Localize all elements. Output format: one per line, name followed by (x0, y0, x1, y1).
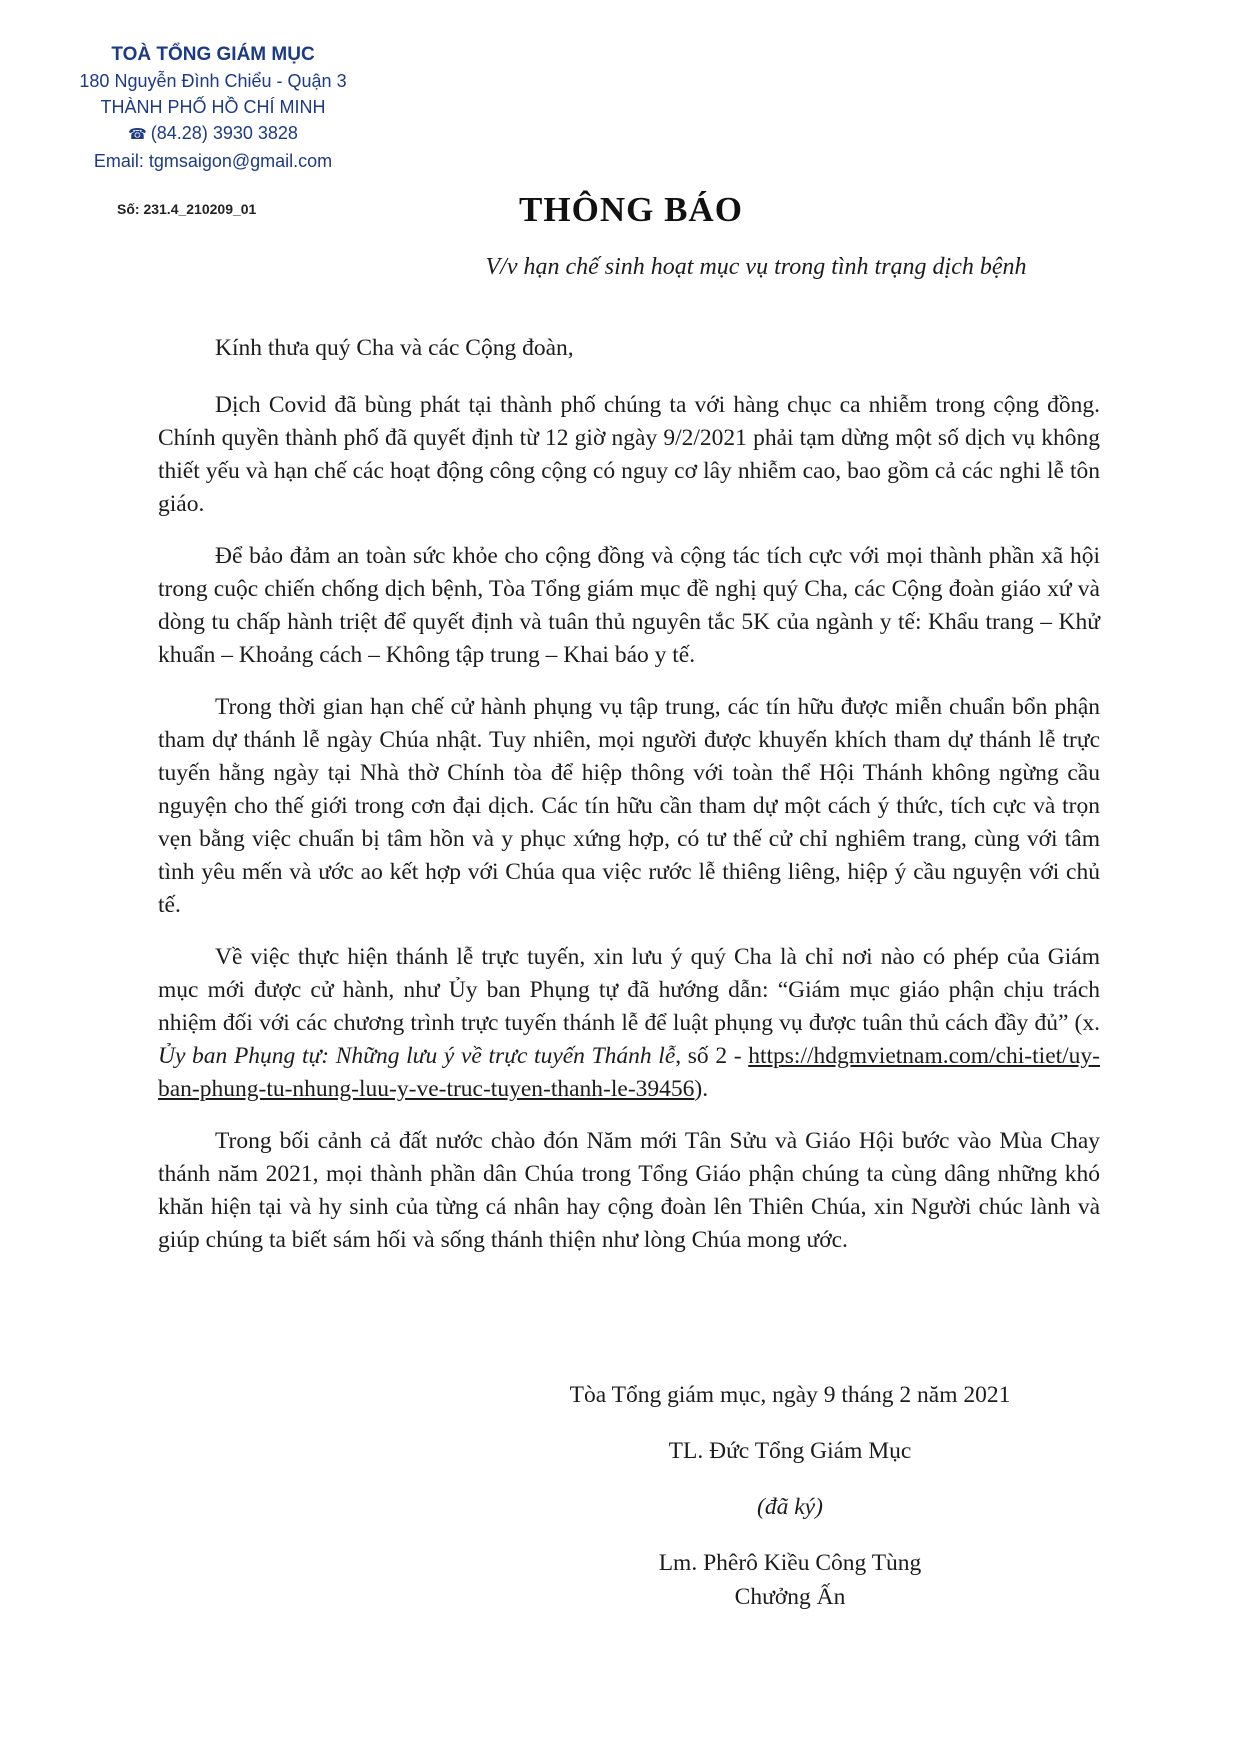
signer-role: Chưởng Ấn (734, 1584, 846, 1610)
document-title: THÔNG BÁO (519, 190, 743, 229)
paragraph-2: Để bảo đảm an toàn sức khỏe cho cộng đồng và cộng tác tích cực với mọi thành phần xã hội trong cuộc chiến chống dịch bệnh, Tòa Tổng giám mục đề nghị quý Cha, các Cộng đoàn giáo xứ và dòng tu chấp hành triệt để quyết định và tuân thủ nguyên tắc 5K của ngành y tế: Khẩu trang – Khử khuẩn – Khoảng cách – Không tập trung – Khai báo y tế. (158, 543, 1100, 668)
sender-phone: (84.28) 3930 3828 (150, 123, 298, 143)
paragraph-3: Trong thời gian hạn chế cử hành phụng vụ tập trung, các tín hữu được miễn chuẩn bổn phận tham dự thánh lễ ngày Chúa nhật. Tuy nhiên, mọi người được khuyến khích tham dự thánh lễ trực tuyến hằng ngày tại Nhà thờ Chính tòa để hiệp thông với toàn thể Hội Thánh không ngừng cầu nguyện cho thế giới trong cơn đại dịch. Các tín hữu cần tham dự một cách ý thức, tích cực và trọn vẹn bằng việc chuẩn bị tâm hồn và y phục xứng hợp, có tư thế cử chỉ nghiêm trang, cùng với tâm tình yêu mến và ước ao kết hợp với Chúa qua việc rước lễ thiêng liêng, hiệp ý cầu nguyện với chủ tế. (158, 694, 1100, 918)
signature-block (520, 1378, 1060, 1614)
signed-note: (đã ký) (757, 1494, 823, 1520)
sender-address: 180 Nguyễn Đình Chiểu - Quận 3 (79, 71, 347, 91)
paragraph-4-citation: Ủy ban Phụng tự: Những lưu ý về trực tuyến Thánh lễ (158, 1043, 676, 1069)
reference-number: Số: 231.4_210209_01 (117, 201, 257, 217)
on-behalf-of: TL. Đức Tổng Giám Mục (668, 1438, 912, 1464)
letter-body (158, 332, 1100, 1276)
salutation: Kính thưa quý Cha và các Cộng đoàn, (215, 335, 574, 361)
paragraph-5: Trong bối cảnh cả đất nước chào đón Năm mới Tân Sửu và Giáo Hội bước vào Mùa Chay thánh năm 2021, mọi thành phần dân Chúa trong Tổng Giáo phận chúng ta cùng dâng những khó khăn hiện tại và hy sinh của từng cá nhân hay cộng đoàn lên Thiên Chúa, xin Người chúc lành và giúp chúng ta biết sám hối và sống thánh thiện như lòng Chúa mong ước. (158, 1128, 1100, 1253)
citation-link[interactable]: https://hdgmvietnam.com/chi-tiet/uy-ban-phung-tu-nhung-luu-y-ve-truc-tuyen-thanh-le-39456 (158, 1043, 1101, 1102)
signer-name: Lm. Phêrô Kiều Công Tùng (658, 1550, 922, 1576)
sender-city: THÀNH PHỐ HỒ CHÍ MINH (100, 97, 326, 117)
sender-block (48, 42, 378, 174)
place-date: Tòa Tổng giám mục, ngày 9 tháng 2 năm 2021 (569, 1382, 1011, 1408)
paragraph-1: Dịch Covid đã bùng phát tại thành phố chúng ta với hàng chục ca nhiễm trong cộng đồng. Chính quyền thành phố đã quyết định từ 12 giờ ngày 9/2/2021 phải tạm dừng một số dịch vụ không thiết yếu và hạn chế các hoạt động công cộng có nguy cơ lây nhiễm cao, bao gồm cả các nghi lễ tôn giáo. (158, 392, 1100, 517)
paragraph-4-text-c: ). (694, 1076, 709, 1102)
paragraph-4-text-a: Về việc thực hiện thánh lễ trực tuyến, xin lưu ý quý Cha là chỉ nơi nào có phép của Giám mục mới được cử hành, như Ủy ban Phụng tự đã hướng dẫn: “Giám mục giáo phận chịu trách nhiệm đối với các chương trình trực tuyến thánh lễ để luật phụng vụ được tuân thủ cách đầy đủ” (x. (158, 944, 1100, 1036)
sender-phone-line (48, 120, 378, 148)
paragraph-4 (158, 941, 1100, 1106)
document-subtitle: V/v hạn chế sinh hoạt mục vụ trong tình trạng dịch bệnh (485, 254, 1027, 280)
paragraph-4-text-b: , số 2 - (675, 1043, 742, 1069)
sender-org: TOÀ TỔNG GIÁM MỤC (111, 44, 315, 65)
phone-icon: ☎ (128, 126, 147, 143)
sender-email: Email: tgmsaigon@gmail.com (93, 151, 333, 171)
